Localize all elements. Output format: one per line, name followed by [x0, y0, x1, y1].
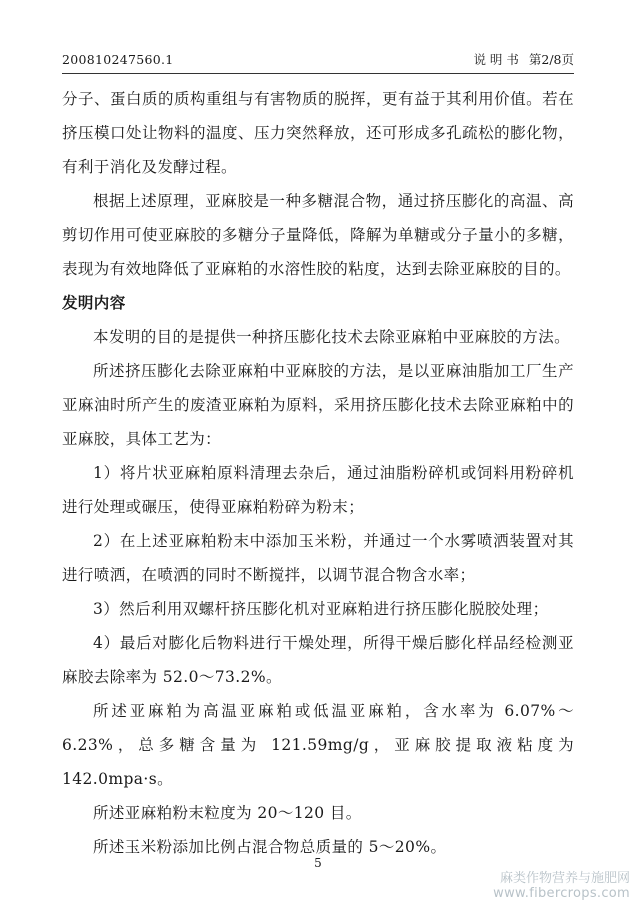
watermark-url: www.fibercrops.com — [493, 886, 630, 901]
paragraph-continuation: 分子、蛋白质的质构重组与有害物质的脱挥，更有益于其利用价值。若在挤压模口处让物料的温度、压力突然释放，还可形成多孔疏松的膨化物，有利于消化及发酵过程。 — [62, 90, 574, 176]
document-type: 说 明 书 — [473, 52, 519, 67]
section-heading: 发明内容 — [62, 293, 126, 312]
patent-number: 200810247560.1 — [62, 52, 174, 67]
header-right — [467, 50, 574, 70]
watermark-site-name: 麻类作物营养与施肥网 — [499, 871, 630, 886]
paragraph-corn-ratio: 所述玉米粉添加比例占混合物总质量的 5～20%。 — [93, 838, 447, 856]
document-body — [62, 82, 574, 864]
page-header — [62, 50, 574, 70]
page-indicator: 第2/8页 — [528, 52, 574, 67]
header-rule — [62, 73, 574, 74]
paragraph-particle-size: 所述亚麻粕粉末粒度为 20～120 目。 — [93, 804, 362, 822]
paragraph-material: 所述亚麻粕为高温亚麻粕或低温亚麻粕，含水率为 6.07%～6.23%，总多糖含量为 121.59mg/g，亚麻胶提取液粘度为 142.0mpa·s。 — [62, 702, 574, 788]
step-3: 3）然后利用双螺杆挤压膨化机对亚麻粕进行挤压膨化脱胶处理； — [93, 600, 549, 618]
paragraph-purpose: 本发明的目的是提供一种挤压膨化技术去除亚麻粕中亚麻胶的方法。 — [93, 328, 571, 346]
paragraph-principle: 根据上述原理，亚麻胶是一种多糖混合物，通过挤压膨化的高温、高剪切作用可使亚麻胶的多糖分子量降低，降解为单糖或分子量小的多糖，表现为有效地降低了亚麻粕的水溶性胶的粘度，达到去除亚麻胶的目的。 — [62, 192, 574, 278]
step-2: 2）在上述亚麻粕粉末中添加玉米粉，并通过一个水雾喷洒装置对其进行喷洒，在喷洒的同时不断搅拌，以调节混合物含水率； — [62, 532, 574, 584]
paragraph-method: 所述挤压膨化去除亚麻粕中亚麻胶的方法，是以亚麻油脂加工厂生产亚麻油时所产生的废渣亚麻粕为原料，采用挤压膨化技术去除亚麻粕中的亚麻胶，具体工艺为： — [62, 362, 574, 448]
page-number: 5 — [314, 856, 322, 870]
watermark — [493, 871, 630, 901]
step-4: 4）最后对膨化后物料进行干燥处理，所得干燥后膨化样品经检测亚麻胶去除率为 52.0～73.2%。 — [62, 634, 574, 686]
step-1: 1）将片状亚麻粕原料清理去杂后，通过油脂粉碎机或饲料用粉碎机进行处理或碾压，使得亚麻粕粉碎为粉末； — [62, 464, 574, 516]
